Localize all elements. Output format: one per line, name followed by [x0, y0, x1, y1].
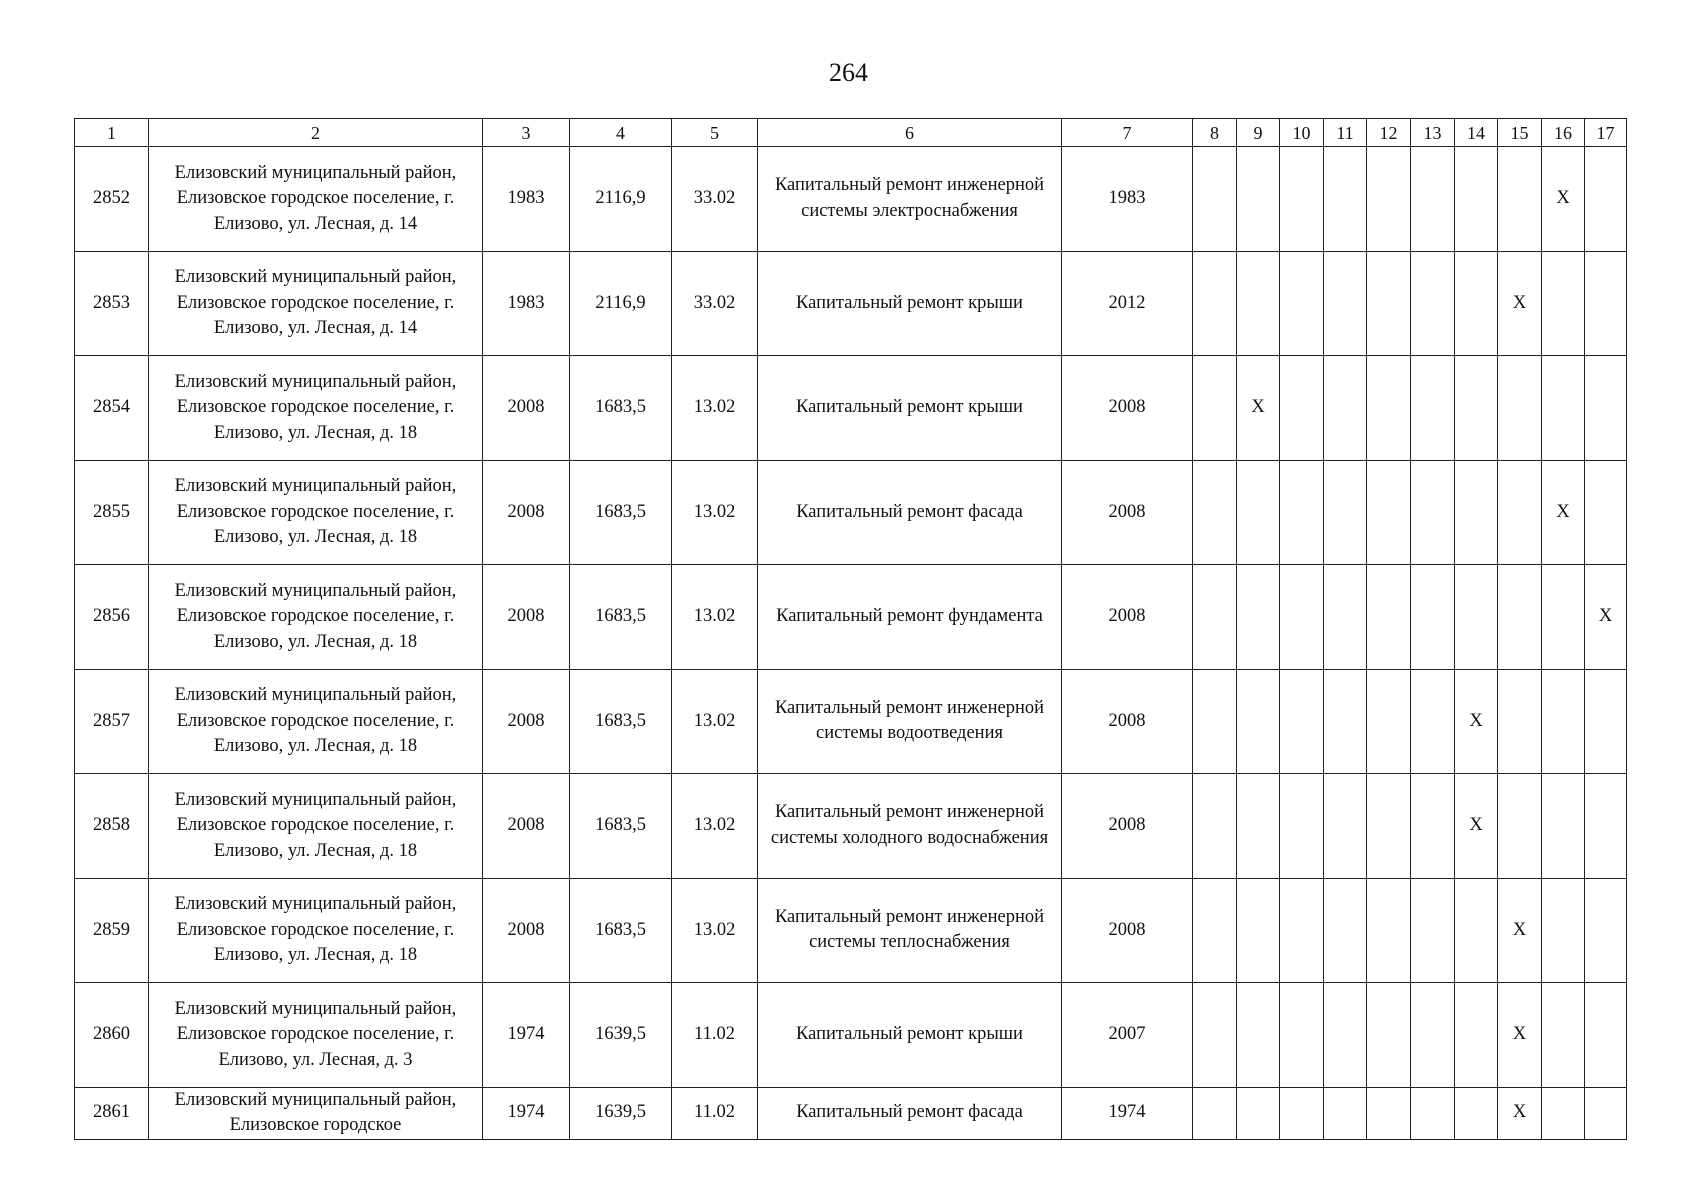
status-cell-col-16	[1542, 565, 1585, 670]
column-number-6: 6	[758, 119, 1062, 147]
address-text: Елизовский муниципальный район, Елизовское городское поселение, г. Елизово, ул. Лесная, д. 18	[174, 685, 457, 756]
status-cell-col-15	[1498, 147, 1542, 252]
row-number-cell: 2859	[75, 878, 149, 983]
repair-registry-table	[74, 118, 1627, 1140]
status-cell-col-10	[1280, 774, 1324, 879]
status-cell-col-11	[1324, 878, 1367, 983]
column-number-10: 10	[1280, 119, 1324, 147]
work-type-cell: Капитальный ремонт крыши	[758, 251, 1062, 356]
row-number-cell: 2855	[75, 460, 149, 565]
address-text: Елизовский муниципальный район, Елизовское городское	[174, 1089, 457, 1135]
status-cell-col-8	[1193, 1087, 1237, 1139]
area-cell: 1639,5	[570, 1087, 672, 1139]
status-cell-col-8	[1193, 460, 1237, 565]
row-number-cell: 2856	[75, 565, 149, 670]
work-type-cell: Капитальный ремонт фасада	[758, 460, 1062, 565]
address-cell	[149, 460, 483, 565]
status-cell-col-17	[1585, 460, 1627, 565]
area-cell: 1683,5	[570, 878, 672, 983]
status-cell-col-16	[1542, 251, 1585, 356]
area-cell: 1639,5	[570, 983, 672, 1088]
status-cell-col-13	[1411, 774, 1455, 879]
column-number-17: 17	[1585, 119, 1627, 147]
status-cell-col-8	[1193, 878, 1237, 983]
code-cell: 13.02	[672, 460, 758, 565]
status-cell-col-12	[1367, 983, 1411, 1088]
status-cell-col-12	[1367, 565, 1411, 670]
status-cell-col-15	[1498, 356, 1542, 461]
code-cell: 13.02	[672, 669, 758, 774]
status-cell-col-12	[1367, 147, 1411, 252]
code-cell: 13.02	[672, 878, 758, 983]
status-cell-col-8	[1193, 565, 1237, 670]
status-cell-col-9	[1237, 251, 1280, 356]
address-cell	[149, 878, 483, 983]
status-cell-col-17	[1585, 147, 1627, 252]
status-cell-col-12	[1367, 251, 1411, 356]
address-text: Елизовский муниципальный район, Елизовское городское поселение, г. Елизово, ул. Лесная, д. 14	[174, 267, 457, 338]
status-cell-col-9	[1237, 774, 1280, 879]
status-cell-col-16	[1542, 983, 1585, 1088]
status-cell-col-8	[1193, 669, 1237, 774]
status-mark: X	[1542, 460, 1585, 565]
status-mark: X	[1237, 356, 1280, 461]
repair-year-cell: 1974	[1062, 1087, 1193, 1139]
status-cell-col-17	[1585, 774, 1627, 879]
year-built-cell: 2008	[483, 774, 570, 879]
work-type-cell: Капитальный ремонт фасада	[758, 1087, 1062, 1139]
status-cell-col-15	[1498, 774, 1542, 879]
status-cell-col-12	[1367, 1087, 1411, 1139]
status-cell-col-13	[1411, 983, 1455, 1088]
table-row	[75, 983, 1627, 1088]
table-row	[75, 1087, 1627, 1139]
column-number-15: 15	[1498, 119, 1542, 147]
status-mark: X	[1498, 251, 1542, 356]
table-row	[75, 774, 1627, 879]
status-mark: X	[1498, 983, 1542, 1088]
status-cell-col-10	[1280, 460, 1324, 565]
status-cell-col-13	[1411, 356, 1455, 461]
table-row	[75, 878, 1627, 983]
address-cell	[149, 669, 483, 774]
status-cell-col-11	[1324, 460, 1367, 565]
column-number-13: 13	[1411, 119, 1455, 147]
status-cell-col-16	[1542, 356, 1585, 461]
repair-year-cell: 2008	[1062, 356, 1193, 461]
area-cell: 1683,5	[570, 774, 672, 879]
status-cell-col-17	[1585, 878, 1627, 983]
status-cell-col-15	[1498, 669, 1542, 774]
row-number-cell: 2854	[75, 356, 149, 461]
year-built-cell: 2008	[483, 565, 570, 670]
repair-year-cell: 1983	[1062, 147, 1193, 252]
status-cell-col-11	[1324, 147, 1367, 252]
code-cell: 11.02	[672, 1087, 758, 1139]
status-cell-col-8	[1193, 356, 1237, 461]
repair-year-cell: 2008	[1062, 460, 1193, 565]
column-number-5: 5	[672, 119, 758, 147]
status-cell-col-13	[1411, 565, 1455, 670]
year-built-cell: 1983	[483, 251, 570, 356]
code-cell: 13.02	[672, 356, 758, 461]
status-cell-col-8	[1193, 983, 1237, 1088]
status-cell-col-9	[1237, 669, 1280, 774]
address-text: Елизовский муниципальный район, Елизовское городское поселение, г. Елизово, ул. Лесная, д. 18	[174, 371, 457, 443]
status-cell-col-14	[1455, 983, 1498, 1088]
status-cell-col-14	[1455, 460, 1498, 565]
row-number-cell: 2861	[75, 1087, 149, 1139]
address-text: Елизовский муниципальный район, Елизовское городское поселение, г. Елизово, ул. Лесная, д. 18	[174, 789, 457, 861]
row-number-cell: 2857	[75, 669, 149, 774]
status-cell-col-11	[1324, 356, 1367, 461]
status-cell-col-16	[1542, 669, 1585, 774]
address-cell	[149, 251, 483, 356]
repair-year-cell: 2008	[1062, 878, 1193, 983]
status-cell-col-12	[1367, 774, 1411, 879]
address-text: Елизовский муниципальный район, Елизовское городское поселение, г. Елизово, ул. Лесная, д. 18	[174, 580, 457, 652]
status-mark: X	[1455, 669, 1498, 774]
row-number-cell: 2858	[75, 774, 149, 879]
status-cell-col-17	[1585, 1087, 1627, 1139]
column-number-14: 14	[1455, 119, 1498, 147]
code-cell: 13.02	[672, 774, 758, 879]
area-cell: 1683,5	[570, 565, 672, 670]
status-cell-col-9	[1237, 460, 1280, 565]
status-cell-col-13	[1411, 669, 1455, 774]
address-text: Елизовский муниципальный район, Елизовское городское поселение, г. Елизово, ул. Лесная, д. 18	[174, 476, 457, 547]
status-cell-col-11	[1324, 251, 1367, 356]
code-cell: 33.02	[672, 147, 758, 252]
status-cell-col-15	[1498, 565, 1542, 670]
status-cell-col-10	[1280, 669, 1324, 774]
column-number-12: 12	[1367, 119, 1411, 147]
status-cell-col-10	[1280, 565, 1324, 670]
status-cell-col-11	[1324, 669, 1367, 774]
status-cell-col-17	[1585, 356, 1627, 461]
address-cell	[149, 983, 483, 1088]
status-cell-col-17	[1585, 251, 1627, 356]
work-type-cell: Капитальный ремонт фундамента	[758, 565, 1062, 670]
year-built-cell: 1974	[483, 1087, 570, 1139]
status-cell-col-12	[1367, 669, 1411, 774]
status-cell-col-13	[1411, 1087, 1455, 1139]
status-cell-col-14	[1455, 147, 1498, 252]
status-mark: X	[1498, 878, 1542, 983]
status-cell-col-11	[1324, 565, 1367, 670]
repair-year-cell: 2012	[1062, 251, 1193, 356]
work-type-cell: Капитальный ремонт инженерной системы холодного водоснабжения	[758, 774, 1062, 879]
address-cell	[149, 565, 483, 670]
status-cell-col-9	[1237, 1087, 1280, 1139]
status-cell-col-11	[1324, 774, 1367, 879]
column-number-row	[75, 119, 1627, 147]
status-cell-col-13	[1411, 460, 1455, 565]
row-number-cell: 2852	[75, 147, 149, 252]
status-cell-col-17	[1585, 669, 1627, 774]
address-cell	[149, 356, 483, 461]
status-mark: X	[1498, 1087, 1542, 1139]
column-number-8: 8	[1193, 119, 1237, 147]
status-cell-col-14	[1455, 565, 1498, 670]
status-cell-col-9	[1237, 983, 1280, 1088]
status-cell-col-12	[1367, 878, 1411, 983]
area-cell: 1683,5	[570, 669, 672, 774]
area-cell: 2116,9	[570, 147, 672, 252]
status-cell-col-12	[1367, 356, 1411, 461]
address-text: Елизовский муниципальный район, Елизовское городское поселение, г. Елизово, ул. Лесная, д. 14	[174, 162, 457, 234]
work-type-cell: Капитальный ремонт инженерной системы теплоснабжения	[758, 878, 1062, 983]
status-cell-col-16	[1542, 774, 1585, 879]
status-cell-col-9	[1237, 878, 1280, 983]
status-cell-col-10	[1280, 356, 1324, 461]
status-cell-col-11	[1324, 1087, 1367, 1139]
status-cell-col-10	[1280, 147, 1324, 252]
code-cell: 11.02	[672, 983, 758, 1088]
status-mark: X	[1585, 565, 1627, 670]
table-row	[75, 565, 1627, 670]
year-built-cell: 1983	[483, 147, 570, 252]
address-cell	[149, 1087, 483, 1139]
repair-year-cell: 2008	[1062, 774, 1193, 879]
address-cell	[149, 774, 483, 879]
status-cell-col-16	[1542, 878, 1585, 983]
code-cell: 13.02	[672, 565, 758, 670]
status-cell-col-12	[1367, 460, 1411, 565]
status-cell-col-14	[1455, 356, 1498, 461]
status-cell-col-10	[1280, 983, 1324, 1088]
row-number-cell: 2853	[75, 251, 149, 356]
work-type-cell: Капитальный ремонт крыши	[758, 356, 1062, 461]
address-cell	[149, 147, 483, 252]
status-cell-col-15	[1498, 460, 1542, 565]
column-number-1: 1	[75, 119, 149, 147]
status-cell-col-13	[1411, 147, 1455, 252]
year-built-cell: 2008	[483, 878, 570, 983]
page-number: 264	[829, 58, 868, 87]
status-cell-col-13	[1411, 878, 1455, 983]
status-mark: X	[1542, 147, 1585, 252]
status-cell-col-9	[1237, 147, 1280, 252]
area-cell: 1683,5	[570, 460, 672, 565]
address-text: Елизовский муниципальный район, Елизовское городское поселение, г. Елизово, ул. Лесная, д. 3	[174, 998, 457, 1070]
area-cell: 1683,5	[570, 356, 672, 461]
year-built-cell: 2008	[483, 356, 570, 461]
status-cell-col-14	[1455, 1087, 1498, 1139]
row-number-cell: 2860	[75, 983, 149, 1088]
status-cell-col-10	[1280, 1087, 1324, 1139]
address-text: Елизовский муниципальный район, Елизовское городское поселение, г. Елизово, ул. Лесная, д. 18	[174, 894, 457, 965]
repair-year-cell: 2008	[1062, 669, 1193, 774]
table-row	[75, 356, 1627, 461]
code-cell: 33.02	[672, 251, 758, 356]
area-cell: 2116,9	[570, 251, 672, 356]
table-row	[75, 147, 1627, 252]
repair-year-cell: 2007	[1062, 983, 1193, 1088]
column-number-7: 7	[1062, 119, 1193, 147]
status-cell-col-8	[1193, 251, 1237, 356]
status-cell-col-14	[1455, 878, 1498, 983]
status-cell-col-9	[1237, 565, 1280, 670]
status-cell-col-11	[1324, 983, 1367, 1088]
table-row	[75, 669, 1627, 774]
year-built-cell: 2008	[483, 669, 570, 774]
column-number-16: 16	[1542, 119, 1585, 147]
column-number-11: 11	[1324, 119, 1367, 147]
table-row	[75, 460, 1627, 565]
work-type-cell: Капитальный ремонт крыши	[758, 983, 1062, 1088]
year-built-cell: 1974	[483, 983, 570, 1088]
status-cell-col-8	[1193, 774, 1237, 879]
repair-year-cell: 2008	[1062, 565, 1193, 670]
status-cell-col-10	[1280, 251, 1324, 356]
status-cell-col-8	[1193, 147, 1237, 252]
table-row	[75, 251, 1627, 356]
status-cell-col-17	[1585, 983, 1627, 1088]
column-number-2: 2	[149, 119, 483, 147]
column-number-4: 4	[570, 119, 672, 147]
column-number-3: 3	[483, 119, 570, 147]
column-number-9: 9	[1237, 119, 1280, 147]
status-mark: X	[1455, 774, 1498, 879]
status-cell-col-10	[1280, 878, 1324, 983]
status-cell-col-14	[1455, 251, 1498, 356]
work-type-cell: Капитальный ремонт инженерной системы водоотведения	[758, 669, 1062, 774]
status-cell-col-13	[1411, 251, 1455, 356]
year-built-cell: 2008	[483, 460, 570, 565]
status-cell-col-16	[1542, 1087, 1585, 1139]
work-type-cell: Капитальный ремонт инженерной системы электроснабжения	[758, 147, 1062, 252]
